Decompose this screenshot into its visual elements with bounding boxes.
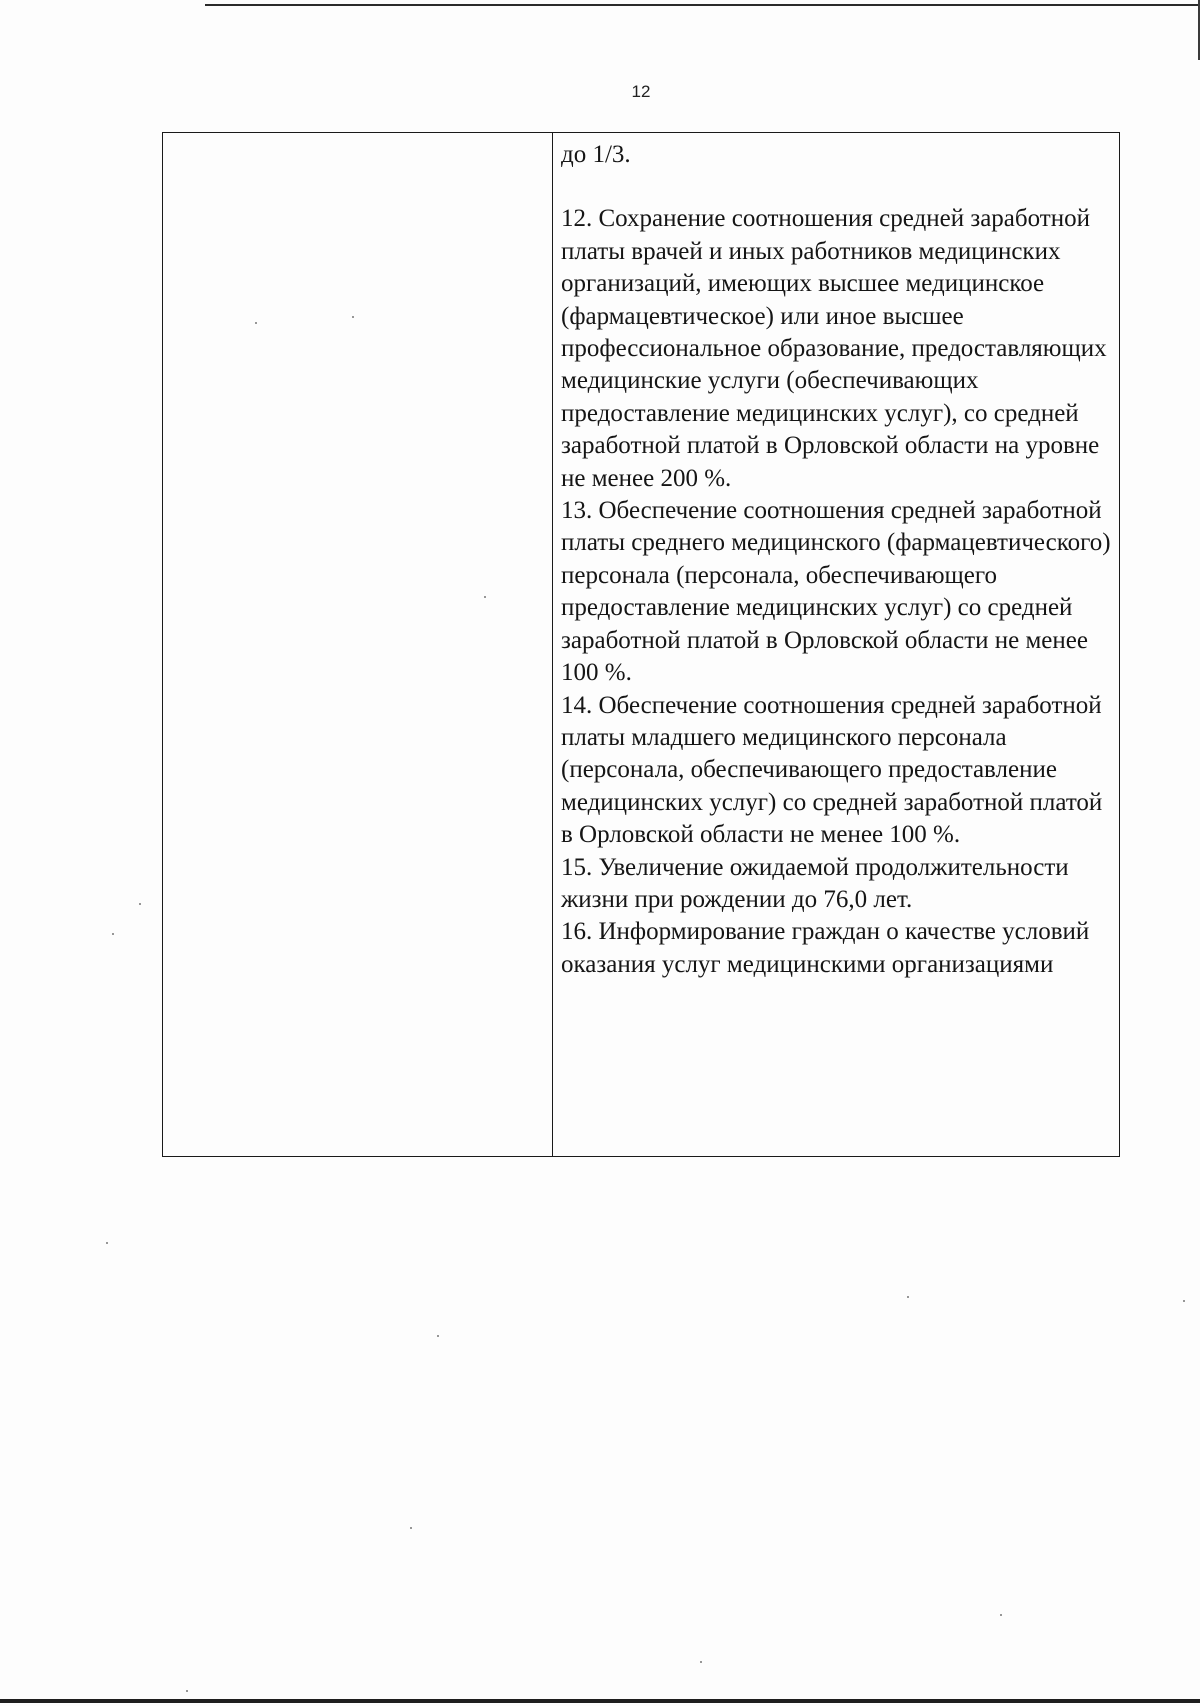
table-left-cell bbox=[163, 133, 553, 1156]
list-item-12: 12. Сохранение соотношения средней заработной платы врачей и иных работников медицинских организаций, имеющих высшее медицинское (фармацевтическое) или иное высшее профессиональное образование, предоставляющих медицинские услуги (обеспечивающих предоставление медицинских услуг), со средней заработной платой в Орловской области на уровне не менее 200 %. bbox=[561, 205, 1107, 492]
scan-speck bbox=[255, 322, 257, 324]
scan-speck bbox=[186, 1690, 188, 1692]
scan-speck bbox=[1000, 1614, 1002, 1616]
scan-speck bbox=[1183, 1300, 1185, 1302]
scan-speck bbox=[437, 1335, 439, 1337]
scan-speck bbox=[139, 903, 141, 905]
list-item-15: 15. Увеличение ожидаемой продолжительности жизни при рождении до 76,0 лет. bbox=[561, 853, 1069, 913]
continued-text: до 1/3. bbox=[561, 141, 631, 168]
scan-speck bbox=[352, 316, 354, 318]
page-number: 12 bbox=[631, 82, 651, 101]
scan-speck bbox=[106, 1242, 108, 1244]
scan-speck bbox=[700, 1661, 702, 1663]
scan-speck bbox=[907, 1296, 909, 1298]
list-item-13: 13. Обеспечение соотношения средней заработной платы среднего медицинского (фармацевтического) персонала (персонала, обеспечивающего предоставление медицинских услуг) со средней заработной платой в Орловской области не менее 100 %. bbox=[561, 497, 1111, 687]
scan-bottom-edge-line bbox=[0, 1699, 1200, 1703]
scan-speck bbox=[112, 933, 114, 935]
list-item-14: 14. Обеспечение соотношения средней заработной платы младшего медицинского персонала (персонала, обеспечивающего предоставление медицинских услуг) со средней заработной платой в Орловской области не менее 100 %. bbox=[561, 691, 1103, 849]
scan-speck bbox=[484, 596, 486, 598]
scan-top-edge-line bbox=[205, 4, 1200, 6]
scan-speck bbox=[410, 1527, 412, 1529]
table-right-cell bbox=[553, 133, 1119, 1156]
document-table bbox=[162, 132, 1120, 1157]
list-item-16: 16. Информирование граждан о качестве условий оказания услуг медицинскими организациями bbox=[561, 918, 1090, 978]
